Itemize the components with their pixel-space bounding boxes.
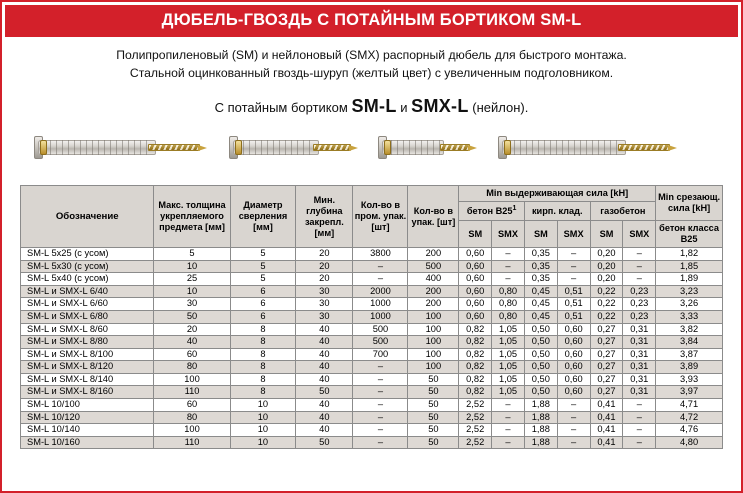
- product-images: [20, 129, 723, 177]
- cell-aerated-sm: 0,41: [590, 399, 623, 412]
- cell-qty-industrial: –: [353, 424, 408, 437]
- cell-qty-pack: 100: [408, 310, 459, 323]
- cell-aerated-sm: 0,22: [590, 285, 623, 298]
- cell-qty-industrial: 1000: [353, 298, 408, 311]
- cell-designation: SM-L 5x40 (с усом): [21, 273, 154, 286]
- cell-shear: 4,72: [656, 411, 723, 424]
- header-designation: Обозначение: [21, 186, 154, 248]
- cell-qty-pack: 100: [408, 323, 459, 336]
- cell-designation: SM-L и SMX-L 6/80: [21, 310, 154, 323]
- cell-brick-smx: 0,60: [557, 348, 590, 361]
- cell-aerated-smx: 0,23: [623, 285, 656, 298]
- cell-brick-sm: 1,88: [524, 424, 557, 437]
- table-row: [21, 298, 723, 311]
- table-row: [21, 436, 723, 449]
- cell-concrete-sm: 0,60: [459, 298, 492, 311]
- cell-concrete-sm: 0,82: [459, 361, 492, 374]
- screw-head-4: [504, 140, 511, 155]
- intro-line-2: Стальной оцинкованный гвоздь-шуруп (желтый цвет) с увеличенным подголовником.: [129, 65, 614, 80]
- cell-brick-sm: 0,45: [524, 285, 557, 298]
- table-row: [21, 386, 723, 399]
- table-row: [21, 247, 723, 260]
- screw-shaft-2: [313, 144, 351, 151]
- header-brick-sm: SM: [524, 221, 557, 248]
- cell-max-thickness: 60: [154, 399, 230, 412]
- screw-shaft-3: [440, 144, 470, 151]
- cell-brick-sm: 0,35: [524, 260, 557, 273]
- cell-max-thickness: 30: [154, 298, 230, 311]
- cell-shear: 3,82: [656, 323, 723, 336]
- cell-brick-smx: 0,60: [557, 323, 590, 336]
- cell-concrete-sm: 0,82: [459, 373, 492, 386]
- cell-drill-diameter: 8: [230, 386, 296, 399]
- cell-min-depth: 20: [296, 247, 353, 260]
- cell-aerated-smx: 0,31: [623, 386, 656, 399]
- table-row: [21, 348, 723, 361]
- cell-concrete-smx: 1,05: [492, 336, 525, 349]
- header-aerated-concrete: газобетон: [590, 202, 656, 221]
- cell-brick-smx: 0,51: [557, 298, 590, 311]
- intro-text: [30, 47, 713, 82]
- cell-shear: 3,97: [656, 386, 723, 399]
- dowel-image-3: [382, 135, 482, 161]
- table-row: [21, 399, 723, 412]
- cell-qty-pack: 200: [408, 285, 459, 298]
- cell-shear: 4,71: [656, 399, 723, 412]
- cell-aerated-sm: 0,20: [590, 273, 623, 286]
- cell-aerated-sm: 0,27: [590, 336, 623, 349]
- cell-max-thickness: 20: [154, 323, 230, 336]
- cell-aerated-smx: 0,31: [623, 348, 656, 361]
- cell-max-thickness: 110: [154, 436, 230, 449]
- dowel-image-4: [502, 135, 687, 161]
- cell-aerated-sm: 0,20: [590, 247, 623, 260]
- cell-brick-smx: –: [557, 411, 590, 424]
- header-concrete-smx: SMX: [492, 221, 525, 248]
- cell-designation: SM-L и SMX-L 8/140: [21, 373, 154, 386]
- cell-designation: SM-L и SMX-L 8/120: [21, 361, 154, 374]
- cell-max-thickness: 100: [154, 424, 230, 437]
- cell-shear: 3,89: [656, 361, 723, 374]
- cell-aerated-smx: –: [623, 424, 656, 437]
- cell-qty-pack: 500: [408, 260, 459, 273]
- cell-concrete-smx: –: [492, 247, 525, 260]
- cell-aerated-smx: 0,23: [623, 298, 656, 311]
- screw-tip-3: [468, 145, 477, 151]
- cell-shear: 3,84: [656, 336, 723, 349]
- cell-drill-diameter: 8: [230, 336, 296, 349]
- table-row: [21, 260, 723, 273]
- cell-drill-diameter: 5: [230, 260, 296, 273]
- intro-line-1: Полипропиленовый (SM) и нейлоновый (SMX) распорный дюбель для быстрого монтажа.: [116, 48, 627, 62]
- cell-qty-industrial: 3800: [353, 247, 408, 260]
- cell-qty-industrial: –: [353, 361, 408, 374]
- cell-drill-diameter: 8: [230, 361, 296, 374]
- cell-min-depth: 50: [296, 386, 353, 399]
- cell-qty-industrial: 500: [353, 323, 408, 336]
- cell-designation: SM-L и SMX-L 8/80: [21, 336, 154, 349]
- cell-qty-pack: 50: [408, 399, 459, 412]
- table-row: [21, 373, 723, 386]
- cell-min-depth: 30: [296, 310, 353, 323]
- header-brick-smx: SMX: [557, 221, 590, 248]
- cell-aerated-smx: 0,31: [623, 361, 656, 374]
- dowel-image-1: [38, 135, 213, 161]
- specifications-table: [20, 185, 723, 449]
- screw-head-2: [235, 140, 242, 155]
- cell-brick-sm: 0,50: [524, 336, 557, 349]
- cell-aerated-smx: 0,31: [623, 336, 656, 349]
- header-min-depth: Мин. глубина закрепл. [мм]: [296, 186, 353, 248]
- cell-brick-sm: 0,50: [524, 361, 557, 374]
- cell-concrete-smx: –: [492, 273, 525, 286]
- cell-brick-smx: –: [557, 399, 590, 412]
- cell-concrete-sm: 0,82: [459, 323, 492, 336]
- cell-concrete-sm: 2,52: [459, 436, 492, 449]
- cell-concrete-sm: 0,60: [459, 260, 492, 273]
- cell-drill-diameter: 6: [230, 310, 296, 323]
- cell-drill-diameter: 5: [230, 247, 296, 260]
- table-row: [21, 273, 723, 286]
- table-row: [21, 336, 723, 349]
- cell-concrete-smx: –: [492, 260, 525, 273]
- cell-concrete-smx: –: [492, 424, 525, 437]
- cell-concrete-smx: –: [492, 436, 525, 449]
- cell-brick-smx: 0,60: [557, 361, 590, 374]
- cell-min-depth: 40: [296, 373, 353, 386]
- subtitle-suffix: (нейлон).: [472, 100, 529, 116]
- cell-concrete-smx: 1,05: [492, 323, 525, 336]
- cell-aerated-sm: 0,27: [590, 386, 623, 399]
- table-row: [21, 411, 723, 424]
- cell-aerated-sm: 0,27: [590, 348, 623, 361]
- cell-shear: 1,82: [656, 247, 723, 260]
- cell-brick-smx: –: [557, 260, 590, 273]
- cell-designation: SM-L 10/140: [21, 424, 154, 437]
- cell-brick-sm: 0,50: [524, 386, 557, 399]
- dowel-ribs-1: [50, 140, 150, 155]
- cell-drill-diameter: 5: [230, 273, 296, 286]
- cell-min-depth: 40: [296, 411, 353, 424]
- page-title: ДЮБЕЛЬ-ГВОЗДЬ С ПОТАЙНЫМ БОРТИКОМ SM-L: [5, 5, 738, 37]
- header-qty-pack: Кол-во в упак. [шт]: [408, 186, 459, 248]
- cell-aerated-smx: –: [623, 247, 656, 260]
- cell-drill-diameter: 10: [230, 399, 296, 412]
- cell-qty-industrial: –: [353, 436, 408, 449]
- cell-concrete-sm: 2,52: [459, 399, 492, 412]
- dowel-ribs-3: [391, 140, 441, 155]
- subtitle-product-2: SMX-L: [411, 96, 469, 117]
- header-max-thickness: Макс. толщина укрепляемого предмета [мм]: [154, 186, 230, 248]
- cell-aerated-sm: 0,41: [590, 411, 623, 424]
- cell-max-thickness: 10: [154, 260, 230, 273]
- dowel-ribs-2: [243, 140, 315, 155]
- cell-brick-sm: 0,45: [524, 298, 557, 311]
- cell-designation: SM-L и SMX-L 8/100: [21, 348, 154, 361]
- cell-drill-diameter: 8: [230, 348, 296, 361]
- cell-qty-pack: 200: [408, 298, 459, 311]
- cell-qty-industrial: –: [353, 399, 408, 412]
- cell-designation: SM-L 10/120: [21, 411, 154, 424]
- cell-drill-diameter: 8: [230, 373, 296, 386]
- cell-concrete-smx: –: [492, 411, 525, 424]
- cell-brick-sm: 1,88: [524, 399, 557, 412]
- cell-concrete-sm: 0,82: [459, 336, 492, 349]
- cell-brick-smx: 0,51: [557, 310, 590, 323]
- cell-concrete-smx: 1,05: [492, 386, 525, 399]
- table-row: [21, 285, 723, 298]
- cell-brick-smx: 0,60: [557, 386, 590, 399]
- cell-brick-sm: 0,50: [524, 323, 557, 336]
- cell-shear: 4,80: [656, 436, 723, 449]
- cell-aerated-smx: 0,23: [623, 310, 656, 323]
- cell-min-depth: 40: [296, 336, 353, 349]
- cell-aerated-smx: 0,31: [623, 323, 656, 336]
- cell-qty-pack: 50: [408, 373, 459, 386]
- cell-brick-sm: 0,35: [524, 273, 557, 286]
- cell-qty-pack: 50: [408, 386, 459, 399]
- subtitle-conjunction: и: [400, 100, 408, 116]
- cell-concrete-smx: 1,05: [492, 373, 525, 386]
- cell-concrete-sm: 0,60: [459, 285, 492, 298]
- cell-qty-industrial: –: [353, 411, 408, 424]
- cell-drill-diameter: 6: [230, 285, 296, 298]
- cell-aerated-smx: –: [623, 411, 656, 424]
- cell-qty-industrial: –: [353, 273, 408, 286]
- cell-max-thickness: 10: [154, 285, 230, 298]
- table-row: [21, 310, 723, 323]
- cell-qty-industrial: –: [353, 373, 408, 386]
- cell-max-thickness: 25: [154, 273, 230, 286]
- cell-qty-industrial: –: [353, 260, 408, 273]
- cell-concrete-sm: 0,60: [459, 273, 492, 286]
- cell-max-thickness: 100: [154, 373, 230, 386]
- screw-head-1: [40, 140, 47, 155]
- cell-min-depth: 30: [296, 285, 353, 298]
- cell-brick-smx: 0,51: [557, 285, 590, 298]
- cell-brick-smx: –: [557, 436, 590, 449]
- cell-brick-smx: –: [557, 273, 590, 286]
- cell-concrete-sm: 2,52: [459, 411, 492, 424]
- cell-shear: 3,93: [656, 373, 723, 386]
- cell-qty-pack: 100: [408, 336, 459, 349]
- header-concrete-b25: бетон $В25^1$: [459, 202, 525, 221]
- cell-concrete-smx: 0,80: [492, 285, 525, 298]
- cell-min-depth: 40: [296, 361, 353, 374]
- cell-aerated-sm: 0,41: [590, 436, 623, 449]
- cell-shear: 3,87: [656, 348, 723, 361]
- cell-brick-sm: 0,35: [524, 247, 557, 260]
- cell-drill-diameter: 8: [230, 323, 296, 336]
- cell-min-depth: 30: [296, 298, 353, 311]
- header-drill-diameter: Диаметр сверления [мм]: [230, 186, 296, 248]
- screw-head-3: [384, 140, 391, 155]
- dowel-image-2: [233, 135, 363, 161]
- cell-concrete-smx: –: [492, 399, 525, 412]
- cell-shear: 3,33: [656, 310, 723, 323]
- cell-min-depth: 50: [296, 436, 353, 449]
- header-pullout-force: Min выдерживающая сила [kH]: [459, 186, 656, 202]
- cell-max-thickness: 80: [154, 411, 230, 424]
- cell-concrete-smx: 1,05: [492, 361, 525, 374]
- cell-brick-sm: 1,88: [524, 411, 557, 424]
- cell-min-depth: 40: [296, 323, 353, 336]
- cell-brick-sm: 0,50: [524, 348, 557, 361]
- cell-concrete-sm: 0,60: [459, 247, 492, 260]
- cell-max-thickness: 40: [154, 336, 230, 349]
- subtitle: [2, 96, 741, 117]
- header-concrete-sm: SM: [459, 221, 492, 248]
- dowel-ribs-4: [514, 140, 620, 155]
- header-qty-industrial-pack: Кол-во в пром. упак. [шт]: [353, 186, 408, 248]
- header-shear-force: Min срезающ. сила [kH]: [656, 186, 723, 221]
- cell-aerated-sm: 0,20: [590, 260, 623, 273]
- cell-aerated-smx: –: [623, 436, 656, 449]
- subtitle-product-1: SM-L: [351, 96, 397, 117]
- cell-qty-industrial: 700: [353, 348, 408, 361]
- cell-brick-sm: 0,45: [524, 310, 557, 323]
- cell-qty-industrial: 500: [353, 336, 408, 349]
- cell-qty-pack: 50: [408, 436, 459, 449]
- screw-shaft-4: [618, 144, 670, 151]
- cell-brick-smx: –: [557, 424, 590, 437]
- cell-qty-industrial: 1000: [353, 310, 408, 323]
- cell-designation: SM-L и SMX-L 6/60: [21, 298, 154, 311]
- cell-qty-pack: 400: [408, 273, 459, 286]
- cell-aerated-sm: 0,22: [590, 310, 623, 323]
- cell-min-depth: 20: [296, 260, 353, 273]
- header-aerated-sm: SM: [590, 221, 623, 248]
- cell-min-depth: 20: [296, 273, 353, 286]
- table-row: [21, 424, 723, 437]
- cell-qty-pack: 50: [408, 424, 459, 437]
- cell-designation: SM-L 5x30 (с усом): [21, 260, 154, 273]
- header-brickwork: кирп. клад.: [524, 202, 590, 221]
- cell-drill-diameter: 10: [230, 424, 296, 437]
- cell-concrete-sm: 0,60: [459, 310, 492, 323]
- cell-max-thickness: 80: [154, 361, 230, 374]
- cell-concrete-sm: 0,82: [459, 386, 492, 399]
- cell-brick-sm: 0,50: [524, 373, 557, 386]
- cell-aerated-sm: 0,22: [590, 298, 623, 311]
- cell-qty-pack: 200: [408, 247, 459, 260]
- footnote-marker: 1: [512, 205, 517, 213]
- screw-tip-1: [198, 145, 207, 151]
- cell-shear: 1,89: [656, 273, 723, 286]
- table-header-row-1: [21, 186, 723, 202]
- cell-min-depth: 40: [296, 424, 353, 437]
- cell-qty-pack: 100: [408, 348, 459, 361]
- cell-shear: 4,76: [656, 424, 723, 437]
- table-row: [21, 323, 723, 336]
- subtitle-prefix: С потайным бортиком: [214, 100, 348, 116]
- cell-concrete-sm: 0,82: [459, 348, 492, 361]
- cell-qty-pack: 100: [408, 361, 459, 374]
- cell-max-thickness: 50: [154, 310, 230, 323]
- cell-designation: SM-L и SMX-L 8/160: [21, 386, 154, 399]
- cell-min-depth: 40: [296, 399, 353, 412]
- cell-designation: SM-L и SMX-L 8/60: [21, 323, 154, 336]
- cell-designation: SM-L 10/100: [21, 399, 154, 412]
- cell-drill-diameter: 6: [230, 298, 296, 311]
- cell-concrete-smx: 1,05: [492, 348, 525, 361]
- cell-designation: SM-L 5x25 (с усом): [21, 247, 154, 260]
- cell-concrete-smx: 0,80: [492, 310, 525, 323]
- screw-tip-4: [668, 145, 677, 151]
- cell-shear: 3,23: [656, 285, 723, 298]
- cell-max-thickness: 110: [154, 386, 230, 399]
- cell-drill-diameter: 10: [230, 411, 296, 424]
- cell-brick-smx: –: [557, 247, 590, 260]
- cell-aerated-smx: –: [623, 273, 656, 286]
- cell-aerated-sm: 0,27: [590, 323, 623, 336]
- cell-brick-smx: 0,60: [557, 373, 590, 386]
- cell-aerated-sm: 0,27: [590, 373, 623, 386]
- header-aerated-smx: SMX: [623, 221, 656, 248]
- cell-qty-industrial: 2000: [353, 285, 408, 298]
- header-shear-concrete-class: бетон класса В25: [656, 221, 723, 248]
- cell-brick-smx: 0,60: [557, 336, 590, 349]
- screw-tip-2: [349, 145, 358, 151]
- cell-brick-sm: 1,88: [524, 436, 557, 449]
- cell-aerated-sm: 0,27: [590, 361, 623, 374]
- cell-max-thickness: 5: [154, 247, 230, 260]
- cell-aerated-sm: 0,41: [590, 424, 623, 437]
- cell-aerated-smx: –: [623, 260, 656, 273]
- cell-min-depth: 40: [296, 348, 353, 361]
- cell-aerated-smx: 0,31: [623, 373, 656, 386]
- cell-designation: SM-L 10/160: [21, 436, 154, 449]
- cell-designation: SM-L и SMX-L 6/40: [21, 285, 154, 298]
- cell-shear: 3,26: [656, 298, 723, 311]
- cell-qty-industrial: –: [353, 386, 408, 399]
- cell-shear: 1,85: [656, 260, 723, 273]
- cell-aerated-smx: –: [623, 399, 656, 412]
- table-row: [21, 361, 723, 374]
- cell-drill-diameter: 10: [230, 436, 296, 449]
- cell-concrete-sm: 2,52: [459, 424, 492, 437]
- cell-concrete-smx: 0,80: [492, 298, 525, 311]
- screw-shaft-1: [148, 144, 200, 151]
- cell-qty-pack: 50: [408, 411, 459, 424]
- table-body: [21, 247, 723, 449]
- cell-max-thickness: 60: [154, 348, 230, 361]
